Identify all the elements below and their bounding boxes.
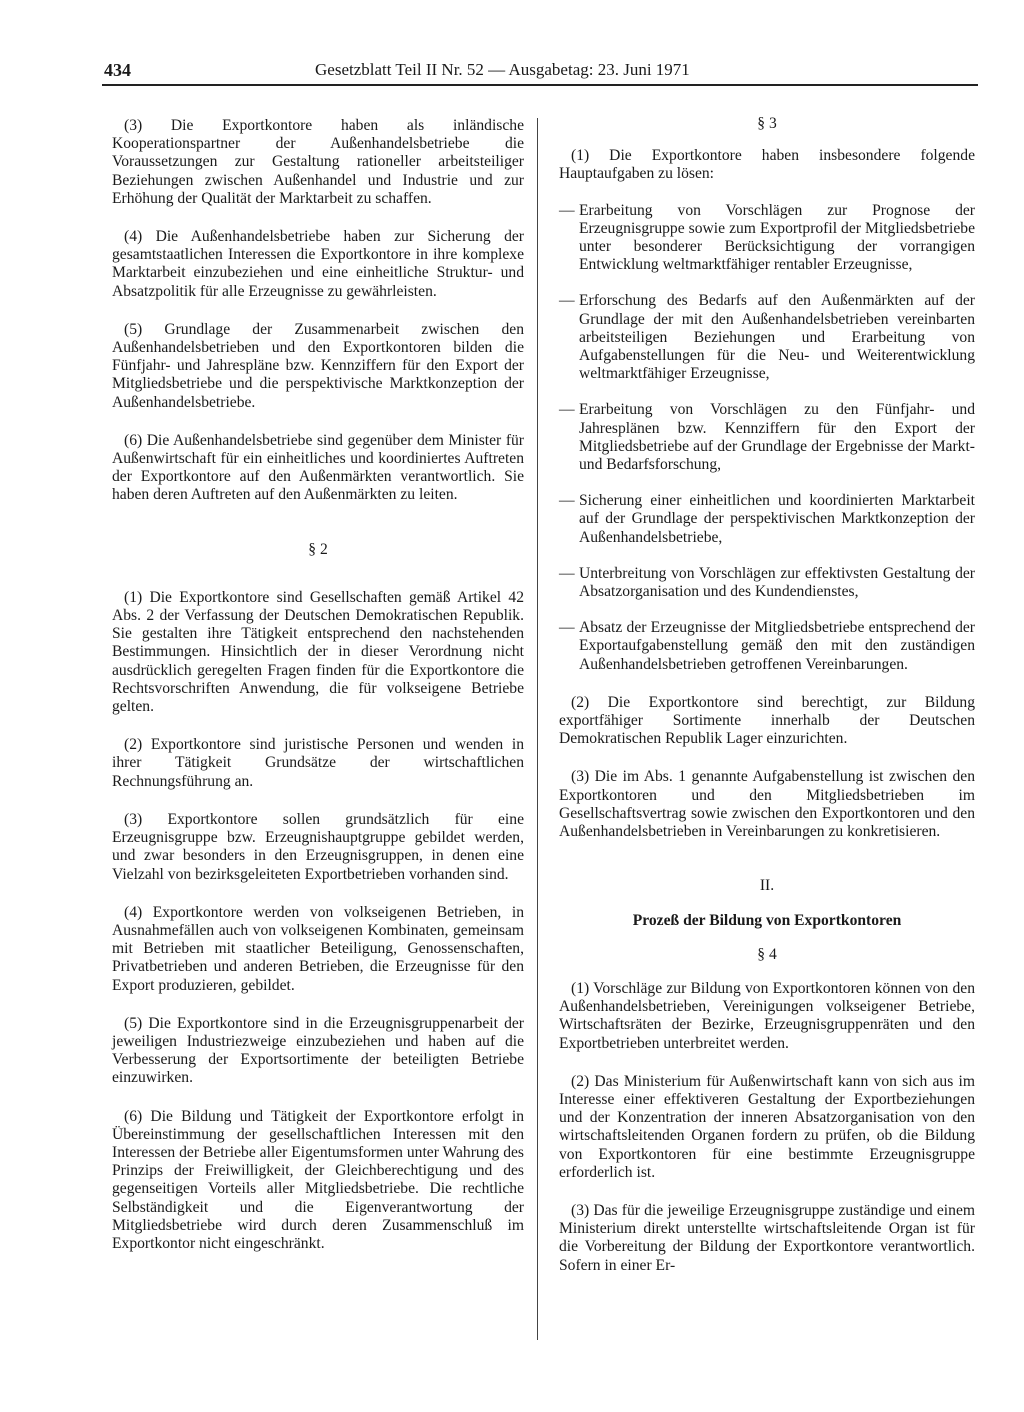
paragraph: (2) Das Ministerium für Außenwirtschaft kann von sich aus im Interesse einer effektiveren Gestaltung der Exportbeziehungen und der Konzentration der inneren Absatzorganisation von den wirtschaftsleitenden Organen fordern zu prüfen, ob die Bildung von Exportkontoren für eine bestimmte Erzeugnisgruppe erforderlich ist. <box>559 1072 975 1181</box>
part-number: II. <box>759 877 775 895</box>
left-column <box>112 117 524 1253</box>
list-item <box>559 492 975 547</box>
paragraph: (4) Exportkontore werden von volkseigenen Betrieben, in Ausnahmefällen auch von volkseigenen Kombinaten, gemeinsam mit Betrieben mit staatlicher Beteiligung, Genossenschaften, Privatbetrieben und anderen Betrieben, die Erzeugnisse für den Export produzieren, gebildet. <box>112 903 524 994</box>
list-item-text: Erarbeitung von Vorschlägen zu den Fünfjahr- und Jahresplänen bzw. Kennziffern für den Export der Mitgliedsbetriebe auf der Grundlage der Ergebnisse der Markt- und Bedarfsforschung, <box>579 401 975 474</box>
list-item <box>559 619 975 674</box>
page-number: 434 <box>104 60 131 80</box>
list-item <box>559 401 975 474</box>
paragraph: (1) Die Exportkontore haben insbesondere folgende Hauptaufgaben zu lösen: <box>559 147 975 183</box>
paragraph: (1) Die Exportkontore sind Gesellschaften gemäß Artikel 42 Abs. 2 der Verfassung der Deutschen Demokratischen Republik. Sie gestalten ihre Tätigkeit entsprechend den nachstehenden Bestimmungen. Hinsichtlich der in dieser Verordnung nicht ausdrücklich geregelten Fragen finden für die Exportkontore die Rechtsvorschriften Anwendung, die für volkseigene Betriebe gelten. <box>112 588 524 716</box>
dash-marker: — <box>559 564 575 582</box>
page-header <box>104 60 974 86</box>
list-item-text: Erforschung des Bedarfs auf den Außenmärkten auf der Grundlage der mit den Außenhandelsbetrieben vereinbarten arbeitsteiligen Beziehungen und Erarbeitung von Aufgabenstellungen für die Neu- und Weiterentwicklung weltmarktfähiger Erzeugnisse, <box>579 292 975 383</box>
dash-marker: — <box>559 492 575 510</box>
paragraph: (2) Die Exportkontore sind berechtigt, zur Bildung exportfähiger Sortimente innerhalb der Deutschen Demokratischen Republik Lager einzurichten. <box>559 693 975 748</box>
list-item-text: Erarbeitung von Vorschlägen zur Prognose der Erzeugnisgruppe sowie zum Exportprofil der Mitgliedsbetriebe unter besonderer Berücksichtigung der vorrangigen Entwicklung weltmarktfähiger rentabler Erzeugnisse, <box>579 201 975 274</box>
dash-marker: — <box>559 401 575 419</box>
paragraph: (3) Die Exportkontore haben als inländische Kooperationspartner der Außenhandelsbetriebe die Voraussetzungen zur Gestaltung rationeller arbeitsteiliger Beziehungen zwischen Außenhandel und Industrie und zur Erhöhung der Qualität der Marktarbeit zu schaffen. <box>112 117 524 207</box>
list-item-text: Unterbreitung von Vorschlägen zur effektivsten Gestaltung der Absatzorganisation und des Kundendienstes, <box>579 564 975 601</box>
paragraph: (1) Vorschläge zur Bildung von Exportkontoren können von den Außenhandelsbetrieben, Vereinigungen volkseigener Betriebe, Wirtschaftsräten der Bezirke, Erzeugnisgruppenräten und den Exportbetrieben unterbreitet werden. <box>559 979 975 1052</box>
column-divider <box>537 118 538 1340</box>
paragraph: (5) Die Exportkontore sind in die Erzeugnisgruppenarbeit der jeweiligen Industriezweige einzubeziehen und haben auf die Verbesserung der Exportsortimente der beteiligten Betriebe einzuwirken. <box>112 1014 524 1087</box>
part-title: Prozeß der Bildung von Exportkontoren <box>632 911 902 929</box>
section-heading-4: § 4 <box>757 945 777 963</box>
list-item-text: Absatz der Erzeugnisse der Mitgliedsbetriebe entsprechend der Exportaufgabenstellung gemäß den mit den zuständigen Außenhandelsbetrieben getroffenen Vereinbarungen. <box>579 619 975 673</box>
dash-marker: — <box>559 619 575 637</box>
paragraph: (2) Exportkontore sind juristische Personen und wenden in ihrer Tätigkeit Grundsätze der wirtschaftlichen Rechnungsführung an. <box>112 736 524 790</box>
list-item <box>559 202 975 275</box>
paragraph: (3) Das für die jeweilige Erzeugnisgruppe zuständige und einem Ministerium direkt unterstellte wirtschaftsleitende Organ ist für die Vorbereitung der Bildung der Exportkontore verantwortlich. Sofern in einer Er- <box>559 1201 975 1274</box>
paragraph: (6) Die Außenhandelsbetriebe sind gegenüber dem Minister für Außenwirtschaft für ein einheitliches und koordiniertes Auftreten der Exportkontore auf den Außenmärkten verantwortlich. Sie haben deren Auftreten auf den Außenmärkten zu leiten. <box>112 431 524 504</box>
paragraph: (4) Die Außenhandelsbetriebe haben zur Sicherung der gesamtstaatlichen Interessen die Exportkontore in ihre komplexe Marktarbeit einzubeziehen und eine einheitliche Struktur- und Absatzpolitik für alle Erzeugnisse zu gewährleisten. <box>112 228 524 300</box>
section-heading-3: § 3 <box>757 115 777 132</box>
header-title: Gesetzblatt Teil II Nr. 52 — Ausgabetag: 23. Juni 1971 <box>315 60 690 79</box>
section-heading-2: § 2 <box>308 540 328 558</box>
paragraph: (3) Die im Abs. 1 genannte Aufgabenstellung ist zwischen den Exportkontoren und den Mitgliedsbetrieben im Gesellschaftsvertrag sowie zwischen den Exportkontoren und den Außenhandelsbetrieben in Vereinbarungen zu konkretisieren. <box>559 768 975 841</box>
list-item <box>559 292 975 383</box>
paragraph: (6) Die Bildung und Tätigkeit der Exportkontore erfolgt in Übereinstimmung der gesellschaftlichen Interessen mit den Interessen der Betriebe aller Eigentumsformen unter Wahrung des Prinzips der Freiwilligkeit, der Gleichberechtigung und des gegenseitigen Vorteils aller Mitgliedsbetriebe. Die rechtliche Selbständigkeit und die Eigenverantwortung der Mitgliedsbetriebe wird durch deren Zusammenschluß im Exportkontor nicht eingeschränkt. <box>112 1107 524 1252</box>
dash-marker: — <box>559 292 575 310</box>
right-column <box>559 115 975 1275</box>
header-rule <box>102 84 978 86</box>
paragraph: (5) Grundlage der Zusammenarbeit zwischen den Außenhandelsbetrieben und den Exportkontoren bilden die Fünfjahr- und Jahrespläne bzw. Kennziffern für den Export der Mitgliedsbetriebe und die perspektivische Marktkonzeption der Außenhandelsbetriebe. <box>112 320 524 411</box>
paragraph: (3) Exportkontore sollen grundsätzlich für eine Erzeugnisgruppe bzw. Erzeugnishauptgruppe gebildet werden, und zwar besonders in den Erzeugnisgruppen, in denen eine Vielzahl von bezirksgeleiteten Exportbetrieben vorhanden sind. <box>112 810 524 883</box>
list-item <box>559 565 975 601</box>
dash-marker: — <box>559 201 575 219</box>
list-item-text: Sicherung einer einheitlichen und koordinierten Marktarbeit auf der Grundlage der perspektivischen Marktkonzeption der Außenhandelsbetriebe, <box>579 492 975 546</box>
